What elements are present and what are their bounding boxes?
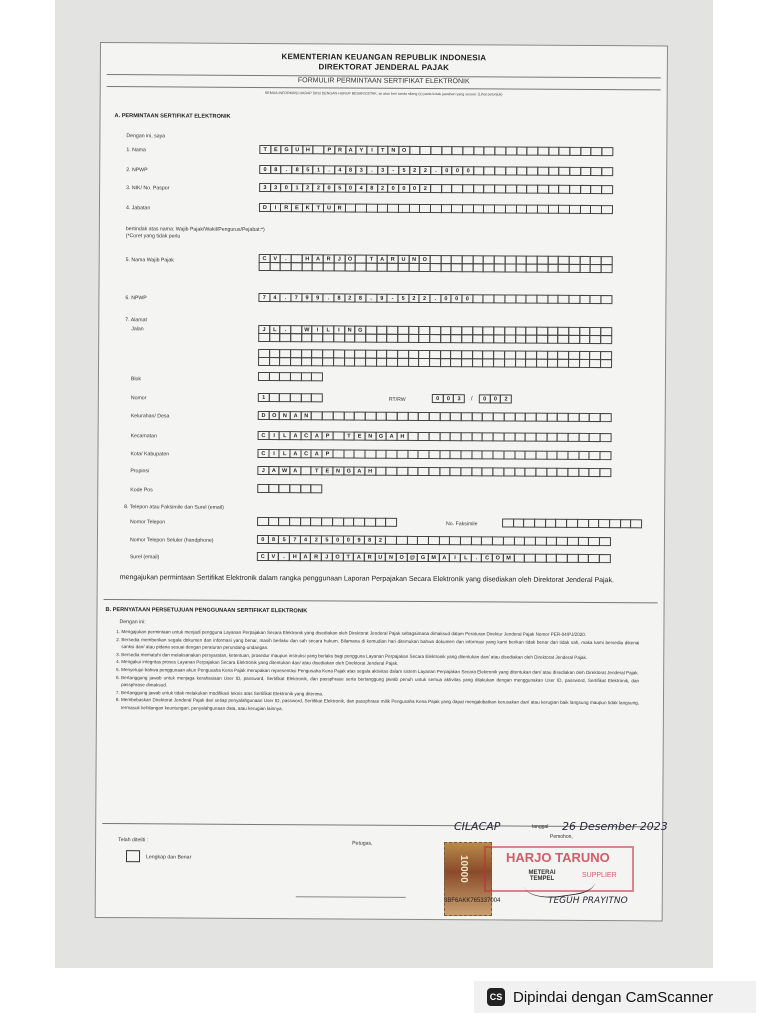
agreement-list — [111, 628, 640, 715]
char-box[interactable]: 9 — [376, 294, 388, 303]
kecamatan-label: Kecamatan — [130, 433, 157, 440]
char-box[interactable] — [600, 359, 612, 368]
char-box[interactable]: . — [280, 293, 292, 302]
jalan-field-line4[interactable] — [258, 357, 611, 368]
nama-field[interactable] — [259, 145, 612, 156]
char-box[interactable] — [599, 537, 611, 546]
char-box[interactable]: G — [343, 466, 355, 475]
char-box[interactable]: E — [291, 203, 303, 212]
complete-label: Lengkap dan Benar — [146, 854, 192, 861]
char-box[interactable]: H — [301, 254, 313, 263]
char-box[interactable]: T — [312, 203, 324, 212]
char-box[interactable]: 9 — [312, 293, 324, 302]
char-box[interactable]: A — [268, 466, 280, 475]
char-box[interactable]: 1 — [291, 183, 303, 192]
char-box[interactable]: O — [332, 552, 344, 561]
char-box[interactable]: 1 — [313, 165, 325, 174]
nama-wp-field-line2[interactable] — [259, 262, 612, 273]
char-box[interactable]: @ — [406, 553, 418, 562]
char-box[interactable]: O — [344, 254, 356, 263]
char-box[interactable]: Y — [356, 146, 368, 155]
char-box[interactable]: 2 — [302, 183, 314, 192]
char-box[interactable] — [600, 413, 612, 422]
char-box[interactable]: 7 — [258, 293, 270, 302]
char-box[interactable] — [601, 264, 613, 273]
char-box[interactable]: N — [279, 411, 291, 420]
char-box[interactable]: I — [268, 449, 280, 458]
checked-label: Telah diteliti : — [118, 837, 149, 844]
kodepos-label: Kode Pos — [130, 487, 153, 494]
char-box[interactable]: U — [291, 145, 303, 154]
nomor-label: Nomor — [130, 395, 147, 402]
char-box[interactable]: 4 — [300, 535, 312, 544]
char-box[interactable]: N — [364, 432, 376, 441]
char-box[interactable]: R — [334, 145, 346, 154]
char-box[interactable]: A — [290, 449, 302, 458]
char-box[interactable]: O — [396, 553, 408, 562]
signature-stamp-area — [444, 820, 690, 918]
char-box[interactable] — [311, 393, 323, 402]
agreement-item: 3. Bersedia mematuhi dan melaksanakan persyaratan, ketentuan, prosedur maupun instruksi yang berlaku bagi pengguna Layanan Perpajakan Secara Elektronik yang ditentukan dan/ atau disediakan oleh Direktorat Jenderal Pajak. — [121, 651, 639, 662]
char-box[interactable]: H — [289, 552, 301, 561]
contact-title: 8. Telepon atau Faksimile dan Surel (email) — [124, 504, 224, 511]
char-box[interactable]: 8 — [291, 165, 303, 174]
agreement-item: 1. Mengajukan permintaan untuk menjadi pengguna Layanan Perpajakan Secara Elektronik yang disediakan oleh Direktorat Jenderal Pajak sebagaimana dimaksud dalam Peraturan Direktur Jenderal Pajak Nomor PER-04/PJ/2020. — [121, 628, 639, 639]
char-box[interactable]: C — [257, 449, 269, 458]
char-box[interactable]: . — [323, 165, 335, 174]
section-b-intro: Dengan ini: — [119, 619, 146, 626]
char-box[interactable]: J — [321, 552, 333, 561]
hp-field[interactable] — [257, 535, 610, 546]
char-box[interactable]: U — [398, 255, 410, 264]
agreement-item: 4. Mengakui integritas proses Layanan Perpajakan Secara Elektronik yang ditentukan dan/ atau disediakan oleh Direktorat Jenderal Pajak. — [121, 659, 639, 670]
kodepos-field[interactable] — [257, 484, 321, 493]
char-box[interactable]: C — [258, 431, 270, 440]
char-box[interactable]: - — [387, 166, 399, 175]
char-box[interactable]: 2 — [310, 535, 322, 544]
surel-label: Surel (email) — [129, 554, 160, 561]
char-box[interactable]: 5 — [278, 535, 290, 544]
char-box[interactable]: I — [366, 146, 378, 155]
form-title: FORMULIR PERMINTAAN SERTIFIKAT ELEKTRONIK — [297, 77, 470, 86]
char-box[interactable]: . — [278, 552, 290, 561]
char-box[interactable]: 0 — [452, 166, 464, 175]
char-box[interactable]: 5 — [398, 166, 410, 175]
char-box[interactable]: 8 — [268, 535, 280, 544]
officer-label: Petugas, — [352, 840, 373, 847]
char-box[interactable]: E — [270, 145, 282, 154]
char-box[interactable]: 7 — [290, 293, 302, 302]
char-box[interactable]: 2 — [409, 166, 421, 175]
char-box[interactable] — [599, 468, 611, 477]
kelurahan-label: Kelurahan/ Desa — [130, 413, 170, 420]
char-box[interactable]: D — [259, 203, 271, 212]
surel-field[interactable] — [257, 552, 610, 563]
faksimile-field[interactable] — [502, 518, 641, 528]
char-box[interactable]: C — [300, 449, 312, 458]
char-box[interactable]: G — [417, 553, 429, 562]
npwp-label: 2. NPWP — [126, 167, 148, 174]
char-box[interactable]: T — [311, 466, 323, 475]
char-box[interactable]: V — [269, 254, 281, 263]
char-box[interactable]: . — [280, 325, 292, 334]
char-box[interactable]: A — [290, 431, 302, 440]
strike-note: (*Coret yang tidak perlu — [125, 233, 181, 240]
char-box[interactable]: 3 — [453, 394, 465, 403]
char-box[interactable]: D — [258, 411, 270, 420]
stamp-subtitle: SUPPLIER — [582, 872, 617, 879]
char-box[interactable]: L — [322, 325, 334, 334]
directorate-title: DIREKTORAT JENDERAL PAJAK — [318, 62, 450, 73]
agreement-item: 5. Menyetujui bahwa penggunaan akun Pengusaha Kena Pajak merupakan representasi Pengusaha Kena Pajak atas segala aktivitas dalam sistem Layanan Perpajakan Secara Elektronik yang ditentukan dan/ atau disediakan oleh Direktorat Jenderal Pajak. — [121, 666, 639, 677]
jabatan-label: 4. Jabatan — [125, 205, 151, 212]
char-box[interactable]: . — [323, 293, 335, 302]
char-box[interactable]: A — [311, 431, 323, 440]
applicant-label: Pemohon, — [550, 834, 573, 840]
char-box[interactable]: 0 — [323, 183, 335, 192]
char-box[interactable]: R — [310, 552, 322, 561]
char-box[interactable]: C — [259, 254, 271, 263]
char-box[interactable]: . — [429, 294, 441, 303]
char-box[interactable]: N — [332, 466, 344, 475]
char-box[interactable]: W — [279, 466, 291, 475]
char-box[interactable]: 3 — [259, 183, 271, 192]
telepon-label: Nomor Telepon — [130, 519, 166, 526]
char-box[interactable]: A — [345, 145, 357, 154]
char-box[interactable]: L — [269, 325, 281, 334]
char-box[interactable] — [600, 335, 612, 344]
kelurahan-field[interactable] — [258, 411, 611, 422]
char-box[interactable]: 7 — [289, 535, 301, 544]
char-box[interactable]: 2 — [500, 394, 512, 403]
char-box[interactable] — [601, 147, 613, 156]
form-instruction: SEMUA INFORMASI HARAP DIISI DENGAN HURUF BESAR/CETAK, isi atau beri tanda silang (x) pada kotak jawaban yang sesuai. (Lihat petunjuk) — [264, 91, 503, 97]
char-box[interactable]: R — [364, 553, 376, 562]
kecamatan-field[interactable] — [258, 431, 611, 442]
char-box[interactable]: 0 — [462, 166, 474, 175]
char-box[interactable]: 3 — [355, 166, 367, 175]
rtrw-label: RT/RW — [388, 396, 406, 403]
char-box[interactable]: J — [257, 466, 269, 475]
npwp-wp-field[interactable] — [258, 293, 611, 304]
char-box[interactable]: 5 — [397, 294, 409, 303]
char-box[interactable]: 3 — [270, 183, 282, 192]
char-box[interactable]: G — [375, 432, 387, 441]
char-box[interactable]: 0 — [489, 394, 501, 403]
char-box[interactable]: 8 — [366, 184, 378, 193]
char-box[interactable]: . — [281, 165, 293, 174]
char-box[interactable]: 0 — [461, 294, 473, 303]
form-sheet — [95, 42, 668, 921]
char-box[interactable]: 5 — [334, 183, 346, 192]
meterai-serial: 3BF6AKK765337004 — [444, 898, 501, 904]
char-box[interactable]: P — [323, 145, 335, 154]
char-box[interactable]: . — [430, 166, 442, 175]
char-box[interactable]: 1 — [258, 393, 270, 402]
char-box[interactable]: A — [312, 254, 324, 263]
char-box[interactable]: 0 — [442, 394, 454, 403]
char-box[interactable]: 2 — [313, 183, 325, 192]
char-box[interactable]: R — [334, 203, 346, 212]
char-box[interactable]: T — [259, 145, 271, 154]
char-box[interactable] — [630, 519, 642, 528]
char-box[interactable]: L — [279, 449, 291, 458]
char-box[interactable]: O — [398, 146, 410, 155]
char-box[interactable]: I — [268, 431, 280, 440]
officer-signature-line — [296, 896, 406, 898]
agreement-item: 7. Bertanggung jawab untuk tidak melakukan modifikasi teknis atas Sertifikat Elektronik yang diterima. — [121, 689, 639, 700]
section-a-title: A. PERMINTAAN SERTIFIKAT ELEKTRONIK — [114, 113, 231, 120]
propinsi-field[interactable] — [257, 466, 610, 477]
char-box[interactable]: T — [366, 255, 378, 264]
char-box[interactable]: 2 — [419, 294, 431, 303]
char-box[interactable]: I — [449, 553, 461, 562]
char-box[interactable]: I — [312, 325, 324, 334]
char-box[interactable]: M — [503, 553, 515, 562]
char-box[interactable]: . — [366, 166, 378, 175]
char-box[interactable]: 0 — [259, 165, 271, 174]
char-box[interactable] — [311, 484, 323, 493]
char-box[interactable]: 8 — [355, 294, 367, 303]
jalan-field-line2[interactable] — [258, 333, 611, 344]
signer-handwritten: TEGUH PRAYITNO — [548, 896, 628, 906]
intro-label: Dengan ini, saya — [126, 133, 166, 140]
char-box[interactable]: C — [481, 553, 493, 562]
char-box[interactable]: C — [257, 552, 269, 561]
char-box[interactable]: 3 — [377, 166, 389, 175]
char-box[interactable]: N — [344, 325, 356, 334]
date-label: tanggal — [532, 824, 549, 830]
char-box[interactable]: C — [300, 431, 312, 440]
char-box[interactable]: G — [354, 326, 366, 335]
char-box[interactable]: 8 — [364, 536, 376, 545]
char-box[interactable] — [601, 167, 613, 176]
char-box[interactable]: L — [460, 553, 472, 562]
char-box[interactable]: W — [301, 325, 313, 334]
char-box[interactable]: 4 — [269, 293, 281, 302]
agreement-item: 6. Bertanggung jawab untuk menjaga kerahasiaan User ID, password, Sertifikat Elektronik, dan passphrase serta bertanggung jawab penuh untuk semua aktivitas yang dilakukan dengan menggunakan User ID, password, Sertifikat Elektronik, dan passphrase dimaksud. — [121, 674, 639, 692]
meterai-text: METERAI TEMPEL — [528, 870, 556, 882]
char-box[interactable]: 9 — [353, 536, 365, 545]
char-box[interactable]: R — [323, 254, 335, 263]
char-box[interactable] — [600, 433, 612, 442]
char-box[interactable]: 0 — [479, 394, 491, 403]
char-box[interactable]: M — [428, 553, 440, 562]
date-handwritten: 26 Desember 2023 — [562, 820, 668, 833]
char-box[interactable]: . — [280, 254, 292, 263]
propinsi-label: Propinsi — [130, 468, 150, 475]
jalan-label: Jalan — [131, 326, 144, 333]
rtrw-separator: / — [470, 396, 473, 403]
char-box[interactable]: A — [311, 449, 323, 458]
char-box[interactable]: J — [258, 325, 270, 334]
char-box[interactable]: H — [364, 467, 376, 476]
char-box[interactable]: 5 — [302, 165, 314, 174]
alamat-label: 7. Alamat — [125, 317, 147, 324]
meterai-value: 10000 — [458, 855, 469, 883]
npwp-wp-label: 6. NPWP — [125, 295, 147, 302]
char-box[interactable]: R — [387, 255, 399, 264]
char-box[interactable]: 0 — [332, 535, 344, 544]
ministry-title: KEMENTERIAN KEUANGAN REPUBLIK INDONESIA — [281, 52, 487, 63]
char-box[interactable]: 5 — [321, 535, 333, 544]
char-box[interactable]: 8 — [333, 293, 345, 302]
npwp-field[interactable] — [259, 165, 612, 176]
char-box[interactable]: 2 — [420, 166, 432, 175]
char-box[interactable]: A — [353, 553, 365, 562]
char-box[interactable]: 9 — [301, 293, 313, 302]
rt-field[interactable] — [432, 394, 464, 403]
char-box[interactable]: 0 — [440, 294, 452, 303]
char-box[interactable]: G — [281, 145, 293, 154]
char-box[interactable]: 0 — [398, 184, 410, 193]
kota-field[interactable] — [257, 449, 610, 460]
char-box[interactable]: N — [300, 411, 312, 420]
char-box[interactable]: T — [342, 552, 354, 561]
char-box[interactable]: R — [280, 203, 292, 212]
char-box[interactable]: E — [321, 466, 333, 475]
char-box[interactable]: P — [322, 449, 334, 458]
camscanner-logo-icon: CS — [487, 988, 505, 1006]
section-a-closing: mengajukan permintaan Sertifikat Elektronik dalam rangka penggunaan Laporan Perpajakan Secara Elektronik yang disediakan oleh Direktorat Jenderal Pajak. — [119, 574, 614, 585]
char-box[interactable]: 0 — [342, 535, 354, 544]
char-box[interactable] — [601, 185, 613, 194]
blok-label: Blok — [130, 376, 142, 383]
char-box[interactable]: N — [385, 553, 397, 562]
char-box[interactable]: 8 — [270, 165, 282, 174]
char-box[interactable]: N — [388, 146, 400, 155]
char-box[interactable] — [600, 295, 612, 304]
stamp-company-name: HARJO TARUNO — [506, 850, 610, 865]
char-box[interactable]: 0 — [441, 166, 453, 175]
nama-label: 1. Nama — [126, 147, 146, 154]
agreement-item: 2. Bersedia memberikan segala dokumen dan informasi yang benar, masih berlaku dan sah secara hukum. Bilamana di kemudian hari ditemukan bahwa dokumen dan informasi yang kami berikan tidak benar dan tidak sah, maka kami bersedia dikenai sanksi dan/ atau pidana sesuai dengan peraturan perundang-undangan. — [121, 636, 639, 654]
char-box[interactable]: 0 — [280, 183, 292, 192]
hp-label: Nomor Telepon Seluler (handphone) — [129, 537, 214, 544]
char-box[interactable]: N — [408, 255, 420, 264]
char-box[interactable]: 2 — [419, 184, 431, 193]
char-box[interactable]: U — [323, 203, 335, 212]
char-box[interactable]: 0 — [345, 183, 357, 192]
char-box[interactable]: 8 — [345, 165, 357, 174]
char-box[interactable]: A — [376, 255, 388, 264]
char-box[interactable]: O — [419, 255, 431, 264]
char-box[interactable]: 4 — [355, 184, 367, 193]
blok-field[interactable] — [258, 372, 322, 381]
faksimile-label: No. Faksimile — [446, 521, 478, 528]
complete-checkbox[interactable] — [126, 850, 140, 862]
telepon-field[interactable] — [257, 517, 396, 527]
section-b-title: B. PERNYATAAN PERSETUJUAN PENGGUNAAN SERTIFIKAT ELEKTRONIK — [105, 607, 308, 615]
char-box[interactable]: I — [333, 325, 345, 334]
char-box[interactable]: . — [365, 294, 377, 303]
char-box[interactable] — [385, 518, 397, 527]
char-box[interactable]: T — [377, 146, 389, 155]
char-box[interactable]: U — [374, 553, 386, 562]
char-box[interactable] — [599, 451, 611, 460]
char-box[interactable]: 0 — [409, 184, 421, 193]
char-box[interactable] — [599, 554, 611, 563]
char-box[interactable]: H — [397, 432, 409, 441]
char-box[interactable]: 2 — [377, 184, 389, 193]
char-box[interactable]: T — [343, 431, 355, 440]
agreement-item: 8. Membebaskan Direktorat Jenderal Pajak dari setiap penyalahgunaan User ID, password, Sertifikat Elektronik, dan passphrase milik Pengusaha Kena Pajak yang dapat mengakibatkan kerusakan dan/ atau kerugian baik langsung maupun tidak langsung, termasuk kehilangan keuntungan, penyalahgunaan data, atau kerugian lainnya. — [121, 696, 639, 714]
char-box[interactable]: A — [300, 552, 312, 561]
char-box[interactable]: I — [270, 203, 282, 212]
char-box[interactable]: H — [302, 145, 314, 154]
char-box[interactable]: 4 — [334, 165, 346, 174]
char-box[interactable]: V — [268, 552, 280, 561]
char-box[interactable]: P — [322, 431, 334, 440]
nik-field[interactable] — [259, 183, 612, 194]
nomor-field[interactable] — [258, 393, 322, 402]
nama-wp-label: 5. Nama Wajib Pajak — [125, 257, 174, 264]
char-box[interactable]: J — [333, 254, 345, 263]
char-box[interactable] — [601, 205, 613, 214]
char-box[interactable]: 0 — [432, 394, 444, 403]
char-box[interactable]: E — [354, 432, 366, 441]
char-box[interactable]: . — [471, 553, 483, 562]
char-box[interactable]: A — [386, 432, 398, 441]
acting-note: bertindak atas nama: Wajib Pajak/Wakil/Pengurus/Pejabat:*) — [125, 226, 265, 234]
char-box[interactable]: A — [439, 553, 451, 562]
char-box[interactable]: O — [492, 553, 504, 562]
camscanner-text: Dipindai dengan CamScanner — [513, 988, 714, 1006]
char-box[interactable]: 2 — [374, 536, 386, 545]
char-box[interactable]: O — [268, 411, 280, 420]
char-box[interactable]: K — [302, 203, 314, 212]
char-box[interactable]: 0 — [257, 535, 269, 544]
camscanner-watermark — [474, 981, 756, 1013]
char-box[interactable]: L — [279, 431, 291, 440]
char-box[interactable]: A — [354, 467, 366, 476]
char-box[interactable]: 2 — [408, 294, 420, 303]
char-box[interactable]: - — [387, 294, 399, 303]
rw-field[interactable] — [479, 394, 511, 403]
char-box[interactable]: 0 — [451, 294, 463, 303]
char-box[interactable] — [311, 372, 323, 381]
place-handwritten: CILACAP — [454, 820, 501, 833]
char-box[interactable]: A — [289, 466, 301, 475]
nik-label: 3. NIK/ No. Paspor — [126, 185, 170, 192]
char-box[interactable]: 2 — [344, 293, 356, 302]
char-box[interactable]: A — [290, 411, 302, 420]
kota-label: Kota/ Kabupaten — [130, 451, 170, 458]
jabatan-field[interactable] — [259, 203, 612, 214]
char-box[interactable]: 0 — [387, 184, 399, 193]
